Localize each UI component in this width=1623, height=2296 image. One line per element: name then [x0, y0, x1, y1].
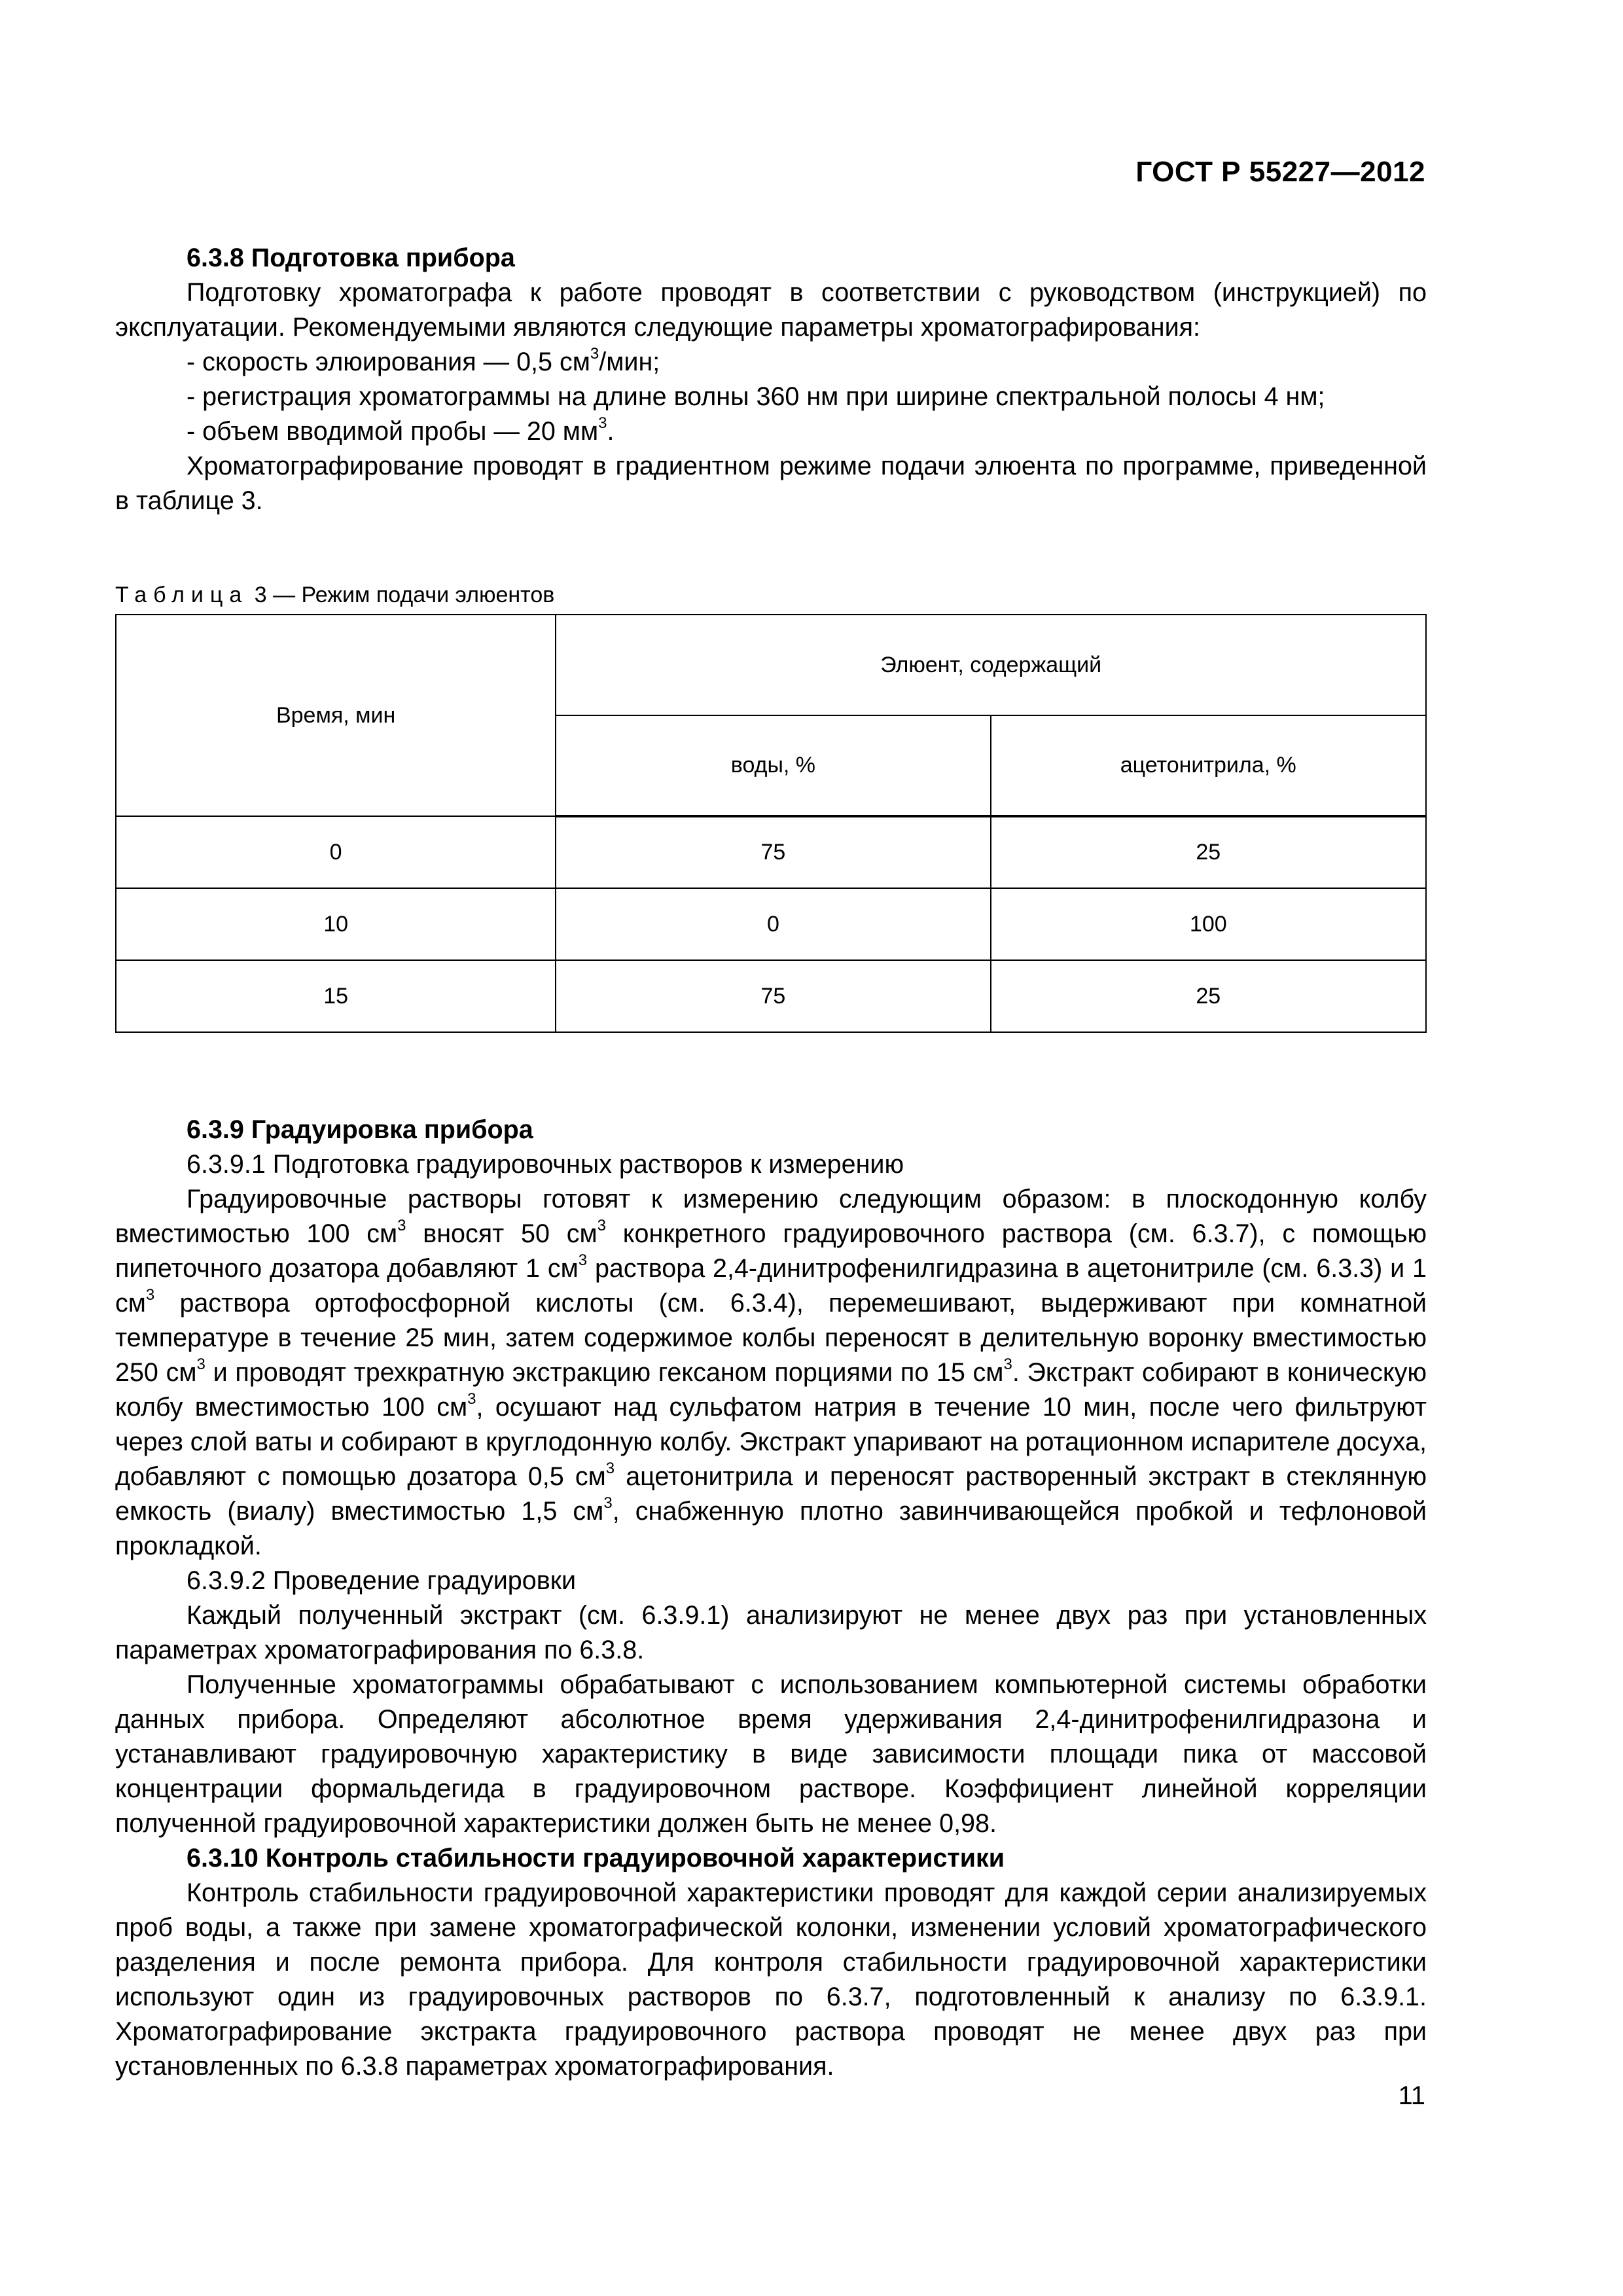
- paragraph: Подготовку хроматографа к работе проводят в соответствии с руководством (инструкцией) по эксплуатации. Рекомендуемыми являются следующие параметры хроматографирования:: [115, 278, 1427, 342]
- section-title: 6.3.10 Контроль стабильности градуировочной характеристики: [187, 1844, 1005, 1873]
- paragraph: Полученные хроматограммы обрабатывают с использованием компьютерной системы обработки данных прибора. Определяют абсолютное время удерживания 2,4-динитрофенилгидразона и устанавливают градуировочную характеристику в виде зависимости площади пика от массовой концентрации формальдегида в градуировочном растворе. Коэффициент линейной корреляции полученной градуировочной характеристики должен быть не менее 0,98.: [115, 1670, 1427, 1838]
- column-header-eluent: Элюент, содержащий: [556, 615, 1426, 715]
- table-cell: 25: [991, 816, 1426, 888]
- paragraph: Контроль стабильности градуировочной характеристики проводят для каждой серии анализируемых проб воды, а также при замене хроматографической колонки, изменении условий хроматографического разделения и после ремонта прибора. Для контроля стабильности градуировочной характеристики используют один из градуировочных растворов по 6.3.7, подготовленный к анализу по 6.3.9.1. Хроматографирование экстракта градуировочного раствора проводят не менее двух раз при установленных по 6.3.8 параметрах хроматографирования.: [115, 1878, 1427, 2081]
- table-cell: 0: [556, 888, 990, 960]
- list-item: - объем вводимой пробы — 20 $мм^3$.: [187, 414, 615, 446]
- table-cell: 75: [556, 960, 990, 1032]
- eluent-table: [115, 614, 1427, 1033]
- table-cell: 10: [116, 888, 556, 960]
- paragraph: Градуировочные растворы готовят к измерению следующим образом: в плоскодонную колбу вместимостью 100 $см^3$ вносят 50 $см^3$ конкретного градуировочного раствора (см. 6.3.7), с помощью пипеточного дозатора добавляют 1 $см^3$ раствора 2,4-динитрофенилгидразина в ацетонитриле (см. 6.3.3) и 1 $см^3$ раствора ортофосфорной кислоты (см. 6.3.4), перемешивают, выдерживают при комнатной температуре в течение 25 мин, затем содержимое колбы переносят в делительную воронку вместимостью 250 $см^3$ и проводят трехкратную экстракцию гексаном порциями по 15 $см^3$. Экстракт собирают в коническую колбу вместимостью 100 $см^3$, осушают над сульфатом натрия в течение 10 мин, после чего фильтруют через слой ваты и собирают в круглодонную колбу. Экстракт упаривают на ротационном испарителе досуха, добавляют с помощью дозатора 0,5 $см^3$ ацетонитрила и переносят растворенный экстракт в стеклянную емкость (виалу) вместимостью 1,5 $см^3$, снабженную плотно завинчивающейся пробкой и тефлоновой прокладкой.: [115, 1185, 1427, 1560]
- paragraph: Хроматографирование проводят в градиентном режиме подачи элюента по программе, приведенной в таблице 3.: [115, 452, 1427, 515]
- paragraph: Каждый полученный экстракт (см. 6.3.9.1) анализируют не менее двух раз при установленных параметрах хроматографирования по 6.3.8.: [115, 1601, 1427, 1664]
- table-cell: 15: [116, 960, 556, 1032]
- list-item: - регистрация хроматограммы на длине волны 360 нм при ширине спектральной полосы 4 нм;: [187, 382, 1325, 411]
- table-cell: 0: [116, 816, 556, 888]
- table-caption: Таблица 3 — Режим подачи элюентов: [115, 583, 555, 607]
- section-6-3-8: [115, 241, 1427, 518]
- table-cell: 100: [991, 888, 1426, 960]
- table-row: [116, 816, 1426, 888]
- section-6-3-9: [115, 1113, 1427, 2084]
- section-title: 6.3.9 Градуировка прибора: [187, 1115, 533, 1144]
- table-cell: 25: [991, 960, 1426, 1032]
- table-row: [116, 888, 1426, 960]
- subsection-title: 6.3.9.2 Проведение градуировки: [187, 1566, 577, 1595]
- table-header-row: [116, 615, 1426, 715]
- list-item: - скорость элюирования — 0,5 $см^3$/мин;: [187, 344, 660, 376]
- column-header-acetonitrile: ацетонитрила, %: [991, 715, 1426, 816]
- subsection-title: 6.3.9.1 Подготовка градуировочных растворов к измерению: [187, 1150, 904, 1179]
- column-header-water: воды, %: [556, 715, 990, 816]
- page-number: 11: [1398, 2081, 1425, 2110]
- section-title: 6.3.8 Подготовка прибора: [187, 243, 515, 272]
- table-cell: 75: [556, 816, 990, 888]
- column-header-time: Время, мин: [116, 615, 556, 816]
- table-row: [116, 960, 1426, 1032]
- document-header: ГОСТ Р 55227—2012: [1135, 156, 1425, 188]
